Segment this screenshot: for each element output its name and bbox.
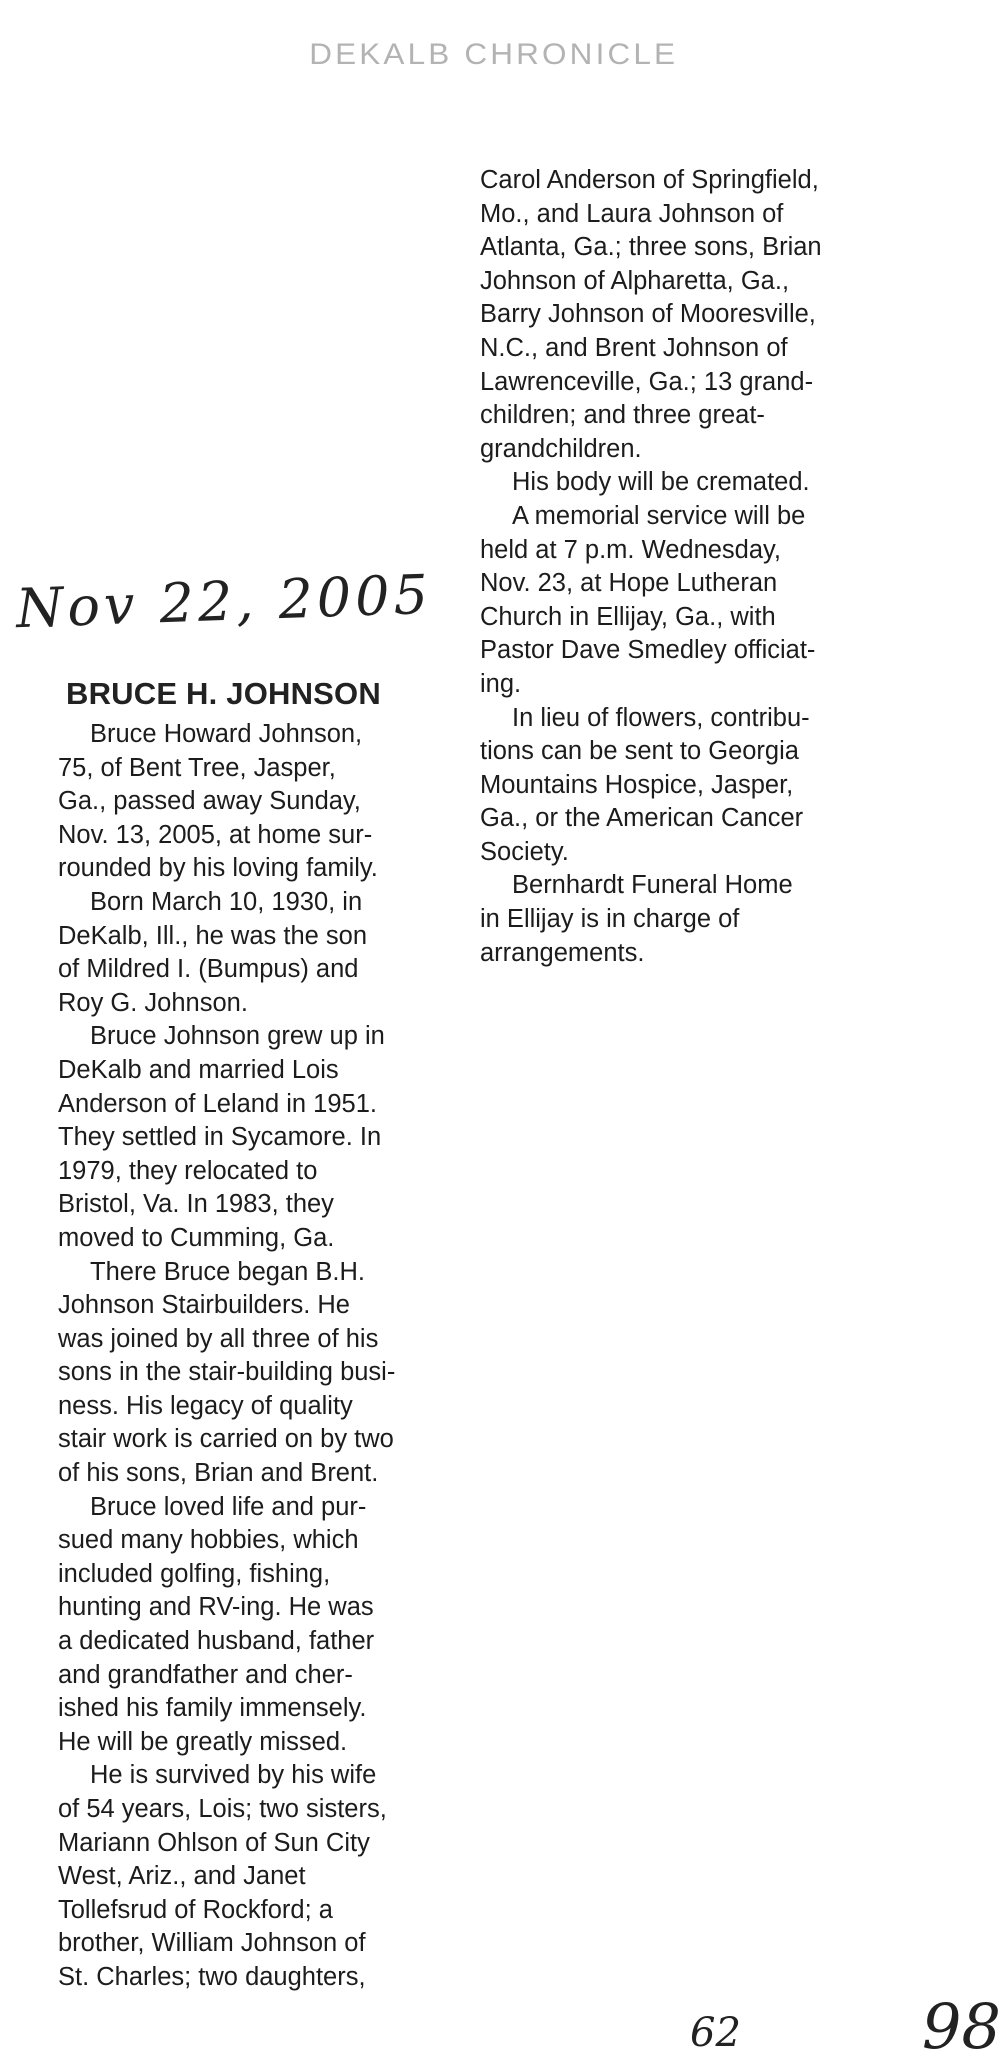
paragraph bbox=[480, 164, 822, 466]
text-line: His body will be cremated. bbox=[512, 468, 810, 497]
text-line: a dedicated husband, father bbox=[58, 1627, 375, 1656]
text-line: in Ellijay is in charge of bbox=[480, 905, 740, 934]
text-line: sons in the stair-building busi- bbox=[58, 1358, 396, 1387]
text-line: They settled in Sycamore. In bbox=[58, 1123, 382, 1152]
text-line: of Mildred I. (Bumpus) and bbox=[58, 955, 359, 984]
text-line: He is survived by his wife bbox=[90, 1761, 377, 1790]
text-line: and grandfather and cher- bbox=[58, 1660, 353, 1689]
text-line: Johnson of Alpharetta, Ga., bbox=[480, 266, 790, 295]
text-line: Nov. 13, 2005, at home sur- bbox=[58, 820, 373, 849]
handwritten-mark: 98 bbox=[922, 1990, 1001, 2063]
text-line: Ga., or the American Cancer bbox=[480, 804, 804, 833]
text-line: Ga., passed away Sunday, bbox=[58, 787, 361, 816]
obituary-right-column bbox=[480, 164, 822, 970]
text-line: arrangements. bbox=[480, 938, 645, 967]
text-line: Barry Johnson of Mooresville, bbox=[480, 300, 816, 329]
text-line: Pastor Dave Smedley officiat- bbox=[480, 636, 816, 665]
text-line: Born March 10, 1930, in bbox=[90, 887, 363, 916]
text-line: Mountains Hospice, Jasper, bbox=[480, 770, 794, 799]
text-line: stair work is carried on by two bbox=[58, 1425, 394, 1454]
text-line: held at 7 p.m. Wednesday, bbox=[480, 535, 781, 564]
text-line: 1979, they relocated to bbox=[58, 1156, 318, 1185]
text-line: ness. His legacy of quality bbox=[58, 1391, 353, 1420]
paragraph bbox=[480, 869, 822, 970]
text-line: Roy G. Johnson. bbox=[58, 988, 248, 1017]
paragraph bbox=[58, 1020, 395, 1255]
paragraph bbox=[58, 1759, 395, 1994]
paragraph bbox=[480, 466, 822, 500]
obituary-left-column bbox=[58, 718, 395, 1995]
paragraph bbox=[480, 500, 822, 702]
text-line: DeKalb and married Lois bbox=[58, 1055, 339, 1084]
text-line: DeKalb, Ill., he was the son bbox=[58, 921, 368, 950]
handwritten-date: Nov 22, 2005 bbox=[15, 562, 433, 641]
text-line: rounded by his loving family. bbox=[58, 854, 378, 883]
text-line: grandchildren. bbox=[480, 434, 642, 463]
newspaper-stamp: DEKALB CHRONICLE bbox=[309, 38, 679, 71]
text-line: 75, of Bent Tree, Jasper, bbox=[58, 753, 336, 782]
text-line: Bruce Johnson grew up in bbox=[90, 1022, 385, 1051]
text-line: ished his family immensely. bbox=[58, 1694, 367, 1723]
text-line: hunting and RV-ing. He was bbox=[58, 1593, 374, 1622]
text-line: ing. bbox=[480, 669, 522, 698]
text-line: Tollefsrud of Rockford; a bbox=[58, 1895, 333, 1924]
obituary-heading: BRUCE H. JOHNSON bbox=[66, 676, 381, 711]
text-line: included golfing, fishing, bbox=[58, 1559, 331, 1588]
text-line: Johnson Stairbuilders. He bbox=[58, 1291, 350, 1320]
text-line: was joined by all three of his bbox=[58, 1324, 379, 1353]
text-line: St. Charles; two daughters, bbox=[58, 1962, 366, 1991]
text-line: There Bruce began B.H. bbox=[90, 1257, 365, 1286]
text-line: A memorial service will be bbox=[512, 501, 806, 530]
text-line: of his sons, Brian and Brent. bbox=[58, 1459, 379, 1488]
paragraph bbox=[58, 886, 395, 1020]
text-line: He will be greatly missed. bbox=[58, 1727, 348, 1756]
text-line: Nov. 23, at Hope Lutheran bbox=[480, 569, 778, 598]
text-line: moved to Cumming, Ga. bbox=[58, 1223, 335, 1252]
text-line: Bristol, Va. In 1983, they bbox=[58, 1190, 334, 1219]
text-line: Atlanta, Ga.; three sons, Brian bbox=[480, 233, 822, 262]
paragraph bbox=[58, 1491, 395, 1760]
text-line: Anderson of Leland in 1951. bbox=[58, 1089, 377, 1118]
text-line: Bernhardt Funeral Home bbox=[512, 871, 793, 900]
text-line: West, Ariz., and Janet bbox=[58, 1862, 306, 1891]
text-line: sued many hobbies, which bbox=[58, 1526, 359, 1555]
text-line: tions can be sent to Georgia bbox=[480, 737, 799, 766]
text-line: Society. bbox=[480, 837, 569, 866]
paragraph bbox=[58, 718, 395, 886]
text-line: N.C., and Brent Johnson of bbox=[480, 333, 788, 362]
text-line: Mo., and Laura Johnson of bbox=[480, 199, 784, 228]
text-line: Church in Ellijay, Ga., with bbox=[480, 602, 776, 631]
text-line: Carol Anderson of Springfield, bbox=[480, 166, 819, 194]
text-line: Bruce loved life and pur- bbox=[90, 1492, 367, 1521]
text-line: Bruce Howard Johnson, bbox=[90, 720, 363, 748]
text-line: Lawrenceville, Ga.; 13 grand- bbox=[480, 367, 814, 396]
handwritten-mark: 62 bbox=[690, 2010, 741, 2056]
text-line: children; and three great- bbox=[480, 401, 765, 430]
paragraph bbox=[58, 1256, 395, 1491]
text-line: In lieu of flowers, contribu- bbox=[512, 703, 810, 732]
paragraph bbox=[480, 702, 822, 870]
text-line: Mariann Ohlson of Sun City bbox=[58, 1828, 370, 1857]
text-line: brother, William Johnson of bbox=[58, 1929, 366, 1958]
text-line: of 54 years, Lois; two sisters, bbox=[58, 1795, 387, 1823]
